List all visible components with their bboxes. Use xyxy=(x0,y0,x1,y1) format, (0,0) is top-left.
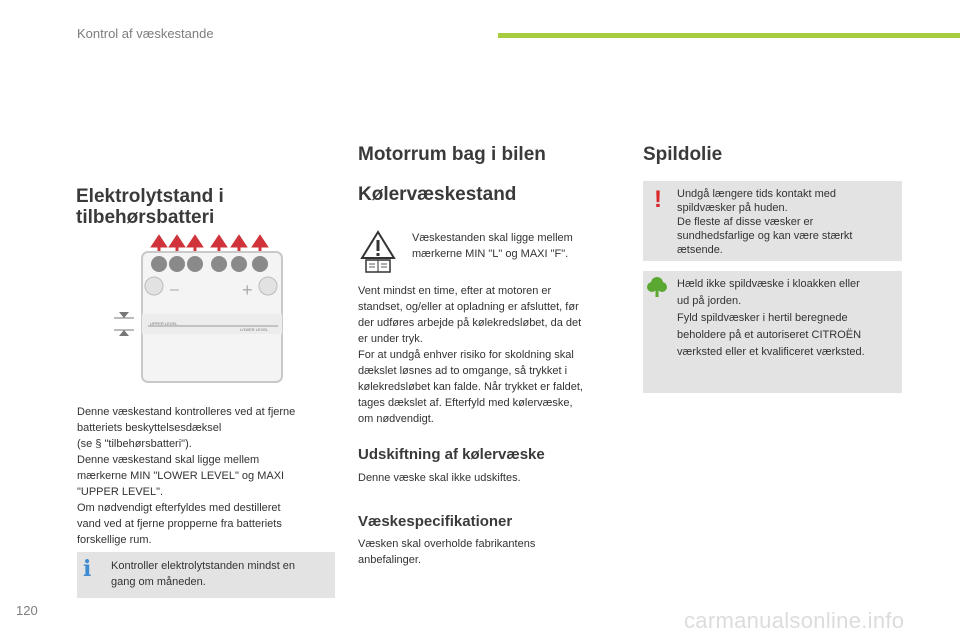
fluid-spec-body: Væsken skal overholde fabrikantens anbefalinger. xyxy=(358,538,536,566)
exclamation-icon: ! xyxy=(654,186,662,213)
header-accent-bar xyxy=(498,33,960,38)
engine-bay-title: Motorrum bag i bilen xyxy=(358,144,546,165)
electrolyte-title: Elektrolytstand i tilbehørsbatteri xyxy=(76,186,224,228)
coolant-replace-body: Denne væske skal ikke udskiftes. xyxy=(358,472,521,484)
hot-fluid-warning-icon xyxy=(360,230,396,274)
svg-text:+: + xyxy=(242,280,253,300)
svg-text:–: – xyxy=(170,281,179,298)
info-icon: i xyxy=(83,556,92,582)
waste-oil-title: Spildolie xyxy=(643,144,723,165)
level-markers-icon xyxy=(114,312,134,336)
battery-illustration xyxy=(112,234,292,394)
environment-text: Hæld ikke spildvæske i kloakken eller ud på jorden. Fyld spildvæsker i hertil beregnede beholdere på et autoriseret CITROËN værksted eller et kvalificeret værksted. xyxy=(677,278,865,358)
coolant-replace-title: Udskiftning af kølervæske xyxy=(358,446,545,463)
coolant-body: Vent mindst en time, efter at motoren er standset, og/eller at opladning er afsluttet, før der udføres arbejde på kølekredsløbet, da det er under tryk. For at undgå enhver risiko for skoldning skal dækslet løsnes ad to omgange, så trykket i kølekredsløbet kan falde. Når trykket er faldet, tages dækslet af. Efterfyld med kølervæske, om nødvendigt. xyxy=(358,285,583,425)
section-title: Kontrol af væskestande xyxy=(77,26,214,41)
tree-icon xyxy=(647,276,667,298)
coolant-level-note: Væskestanden skal ligge mellem mærkerne MIN "L" og MAXI "F". xyxy=(412,232,573,260)
info-text: Kontroller elektrolytstanden mindst en gang om måneden. xyxy=(111,560,296,588)
watermark: carmanualsonline.info xyxy=(684,608,905,633)
battery-lower-label: LOWER LEVEL xyxy=(240,327,269,332)
electrolyte-body: Denne væskestand kontrolleres ved at fjerne batteriets beskyttelsesdæksel (se § "tilbehørsbatteri"). Denne væskestand skal ligge mellem mærkerne MIN "LOWER LEVEL" og MAXI "UPPER LEVEL". Om nødvendigt efterfyldes med destilleret vand ved at fjerne propperne fra batteriets forskellige rum. xyxy=(77,406,296,546)
battery-upper-label: UPPER LEVEL xyxy=(150,321,178,326)
fluid-spec-title: Væskespecifikationer xyxy=(358,513,513,530)
coolant-title: Kølervæskestand xyxy=(358,184,517,205)
warning-text: Undgå længere tids kontakt med spildvæsker på huden. De fleste af disse væsker er sundhedsfarlige og kan være stærkt ætsende. xyxy=(677,188,853,256)
page-number: 120 xyxy=(16,603,38,618)
